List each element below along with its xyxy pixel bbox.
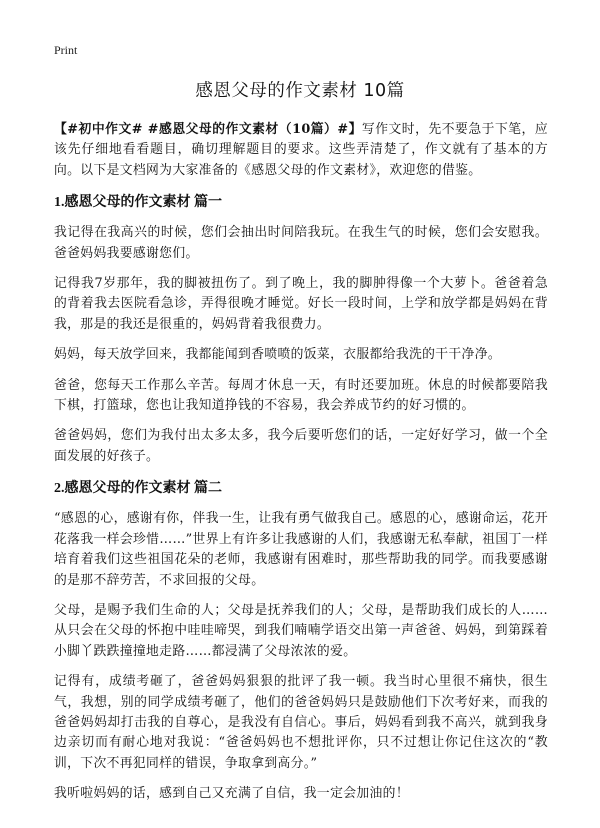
paragraph: 父母，是赐予我们生命的人；父母是抚养我们的人；父母，是帮助我们成长的人……从只会在父母的怀抱中哇哇啼哭，到我们喃喃学语交出第一声爸爸、妈妈，到第踩着小脚丫跌跌撞撞地走路……都浸满了父母浓浓的爱。 bbox=[54, 602, 548, 659]
paragraph: 记得有，成绩考砸了，爸爸妈妈狠狠的批评了我一顿。我当时心里很不痛快，很生气，我想，别的同学成绩考砸了，他们的爸爸妈妈只是鼓励他们下次考好来，而我的爸爸妈妈却打击我的自尊心，是我没有自信心。事后，妈妈看到我不高兴，就到我身边亲切而有耐心地对我说：“爸爸妈妈也不想批评你，只不过想让你记住这次的“教训，下次不再犯同样的错误，争取拿到高分。” bbox=[54, 674, 548, 771]
section-heading-1: 1.感恩父母的作文素材 篇一 bbox=[54, 195, 222, 211]
paragraph: 爸爸妈妈，您们为我付出太多太多，我今后要听您们的话，一定好好学习，做一个全面发展的好孩子。 bbox=[54, 428, 548, 464]
intro-text: 写作文时，先不要急于下笔，应该先仔细地看看题目，确切理解题目的要求。这些弄清楚了，作文就有了基本的方向。以下是文档网为大家准备的《感恩父母的作文素材》，欢迎您的借鉴。 bbox=[54, 122, 549, 178]
paragraph: “感恩的心，感谢有你，伴我一生，让我有勇气做我自己。感恩的心，感谢命运，花开花落我一样会珍惜……”世界上有许多让我感谢的人们，我感谢无私奉献，祖国丁一样培育着我们这些祖国花朵的老师，我感谢有困难时，那些帮助我的同学。而我要感谢的是那不辞劳苦，不求回报的父母。 bbox=[54, 511, 548, 588]
page-title: 感恩父母的作文素材 10篇 bbox=[195, 81, 405, 101]
document-body bbox=[54, 120, 548, 815]
print-label: Print bbox=[54, 43, 78, 57]
paragraph: 妈妈，每天放学回来，我都能闻到香喷喷的饭菜，衣服都给我洗的干干净净。 bbox=[54, 347, 501, 363]
intro-tag: 【#初中作文# #感恩父母的作文素材（10篇）#】 bbox=[54, 122, 362, 137]
paragraph: 我听啦妈妈的话，感到自己又充满了自信，我一定会加油的！ bbox=[54, 786, 409, 802]
intro-paragraph bbox=[54, 120, 548, 181]
paragraph: 记得我7岁那年，我的脚被扭伤了。到了晚上，我的脚肿得像一个大萝卜。爸爸着急的背着我去医院看急诊，弄得很晚才睡觉。好长一段时间，上学和放学都是妈妈在背我，那是的我还是很重的，妈妈背着我很费力。 bbox=[54, 276, 548, 332]
paragraph: 我记得在我高兴的时候，您们会抽出时间陪我玩。在我生气的时候，您们会安慰我。爸爸妈妈我要感谢您们。 bbox=[54, 225, 548, 261]
paragraph: 爸爸，您每天工作那么辛苦。每周才休息一天，有时还要加班。休息的时候都要陪我下棋，打篮球，您也让我知道挣钱的不容易，我会养成节约的好习惯的。 bbox=[54, 377, 548, 414]
section-heading-2: 2.感恩父母的作文素材 篇二 bbox=[54, 481, 222, 497]
